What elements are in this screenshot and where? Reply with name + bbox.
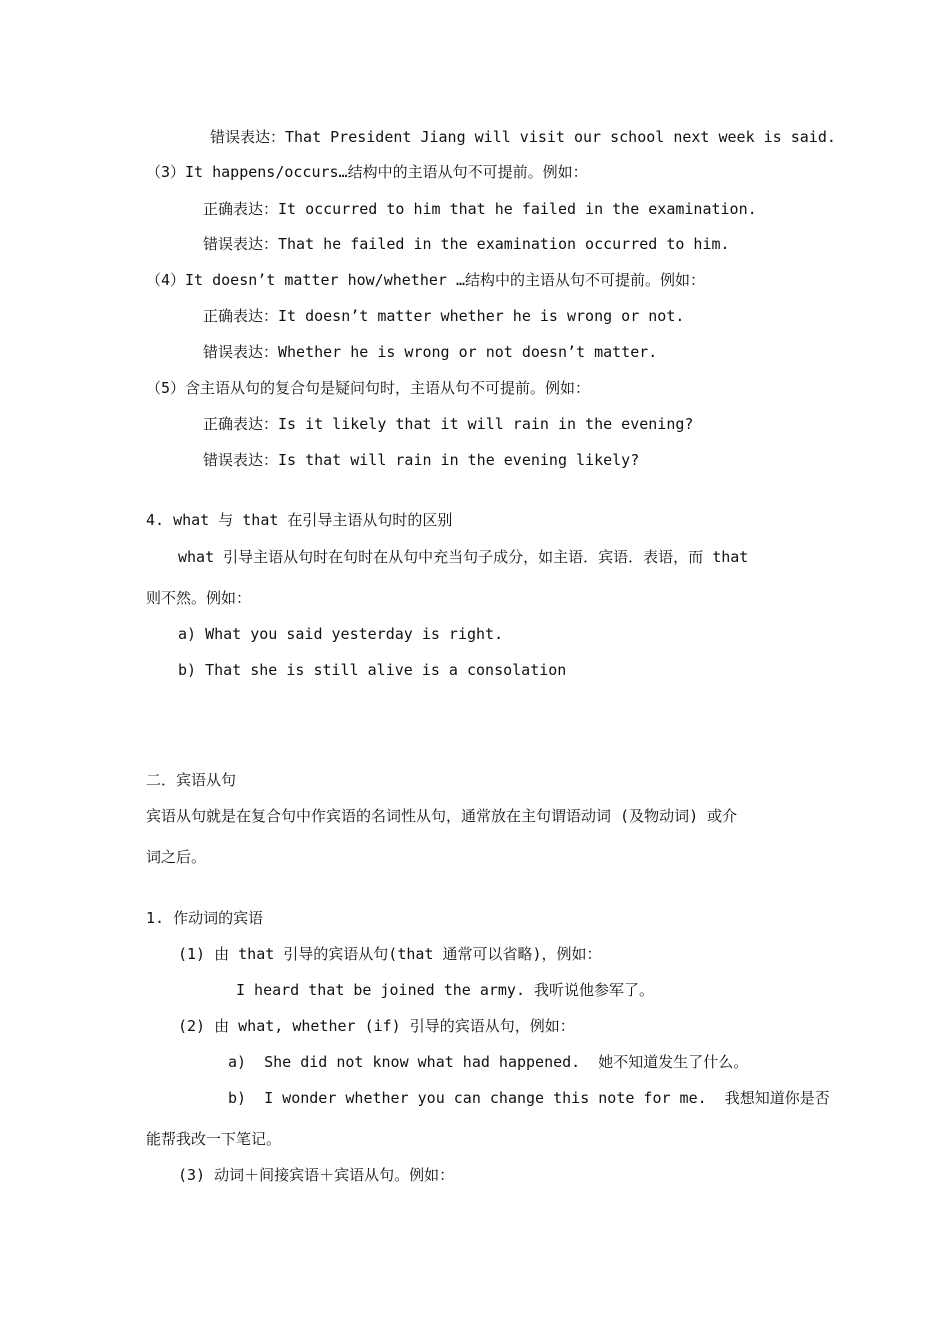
object-clause-sub1-heading: 1. 作动词的宾语 <box>146 909 264 927</box>
object-clause-item2-example-b-cont: 能帮我改一下笔记。 <box>146 1130 282 1148</box>
section4-example-a: a) What you said yesterday is right. <box>178 625 504 643</box>
object-clause-item1-example: I heard that be joined the army. 我听说他参军了。 <box>236 981 655 999</box>
object-clause-item2-example-a: a) She did not know what had happened. 她不知道发生了什么。 <box>228 1053 749 1071</box>
object-clause-intro-line1: 宾语从句就是在复合句中作宾语的名词性从句，通常放在主句谓语动词 (及物动词) 或介 <box>146 807 738 825</box>
rule4-heading: （4）It doesn’t matter how/whether …结构中的主语从句不可提前。例如： <box>146 271 705 289</box>
rule4-wrong-example: 错误表达：Whether he is wrong or not doesn’t matter. <box>203 343 658 361</box>
section4-paragraph-line1: what 引导主语从句时在句时在从句中充当句子成分，如主语．宾语．表语，而 that <box>178 548 749 566</box>
rule5-correct-example: 正确表达：Is it likely that it will rain in the evening? <box>203 415 694 433</box>
object-clause-intro-line2: 词之后。 <box>146 848 207 866</box>
rule5-heading: （5）含主语从句的复合句是疑问句时，主语从句不可提前。例如： <box>146 379 591 397</box>
rule3-heading: （3）It happens/occurs…结构中的主语从句不可提前。例如： <box>146 163 588 181</box>
section4-paragraph-line2: 则不然。例如： <box>146 589 252 607</box>
rule3-correct-example: 正确表达：It occurred to him that he failed in the examination. <box>203 200 757 218</box>
rule3-wrong-example: 错误表达：That he failed in the examination occurred to him. <box>203 235 730 253</box>
object-clause-item2-heading: (2) 由 what, whether (if) 引导的宾语从句，例如： <box>178 1017 575 1035</box>
section4-heading: 4. what 与 that 在引导主语从句时的区别 <box>146 511 453 529</box>
rule4-correct-example: 正确表达：It doesn’t matter whether he is wrong or not. <box>203 307 685 325</box>
rule2-wrong-example: 错误表达：That President Jiang will visit our school next week is said. <box>210 128 836 146</box>
object-clause-item3-heading: (3) 动词＋间接宾语＋宾语从句。例如： <box>178 1166 455 1184</box>
rule5-wrong-example: 错误表达：Is that will rain in the evening likely? <box>203 451 640 469</box>
object-clause-item2-example-b: b) I wonder whether you can change this note for me. 我想知道你是否 <box>228 1089 830 1107</box>
object-clause-heading: 二．宾语从句 <box>146 771 237 789</box>
object-clause-item1-heading: (1) 由 that 引导的宾语从句(that 通常可以省略)，例如： <box>178 945 602 963</box>
section4-example-b: b) That she is still alive is a consolation <box>178 661 567 679</box>
